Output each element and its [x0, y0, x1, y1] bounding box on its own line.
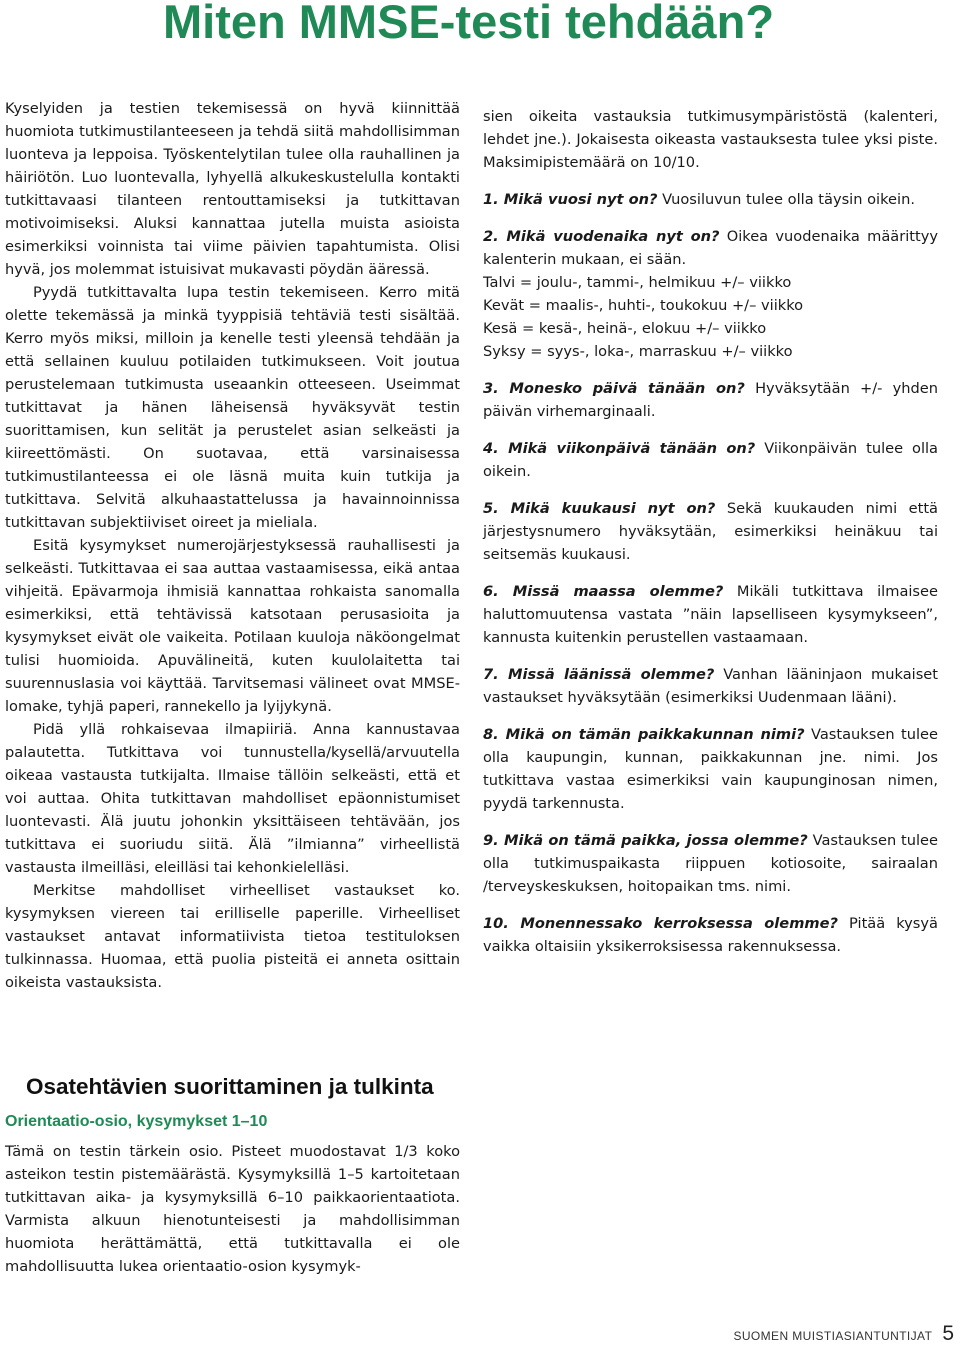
question-title: 7. Missä läänissä olemme?	[483, 666, 715, 683]
question-item	[483, 912, 938, 958]
question-text: Oikea vuodenaika määrittyy kalenterin mukaan, ei sään.	[483, 228, 938, 268]
consent-paragraph: Pyydä tutkittavalta lupa testin tekemiseen. Kerro mitä olette tekemässä ja minkä tyyppisiä tehtäviä testi sisältää. Kerro myös miksi, milloin ja kenelle testi yleensä tehdään ja että sellainen kuuluu potilaiden tutkimukseen. Voit joutua perustelemaan tutkimusta useaankin otteeseen. Useimmat tutkittavat ja hänen läheisensä hyväksyvät testin suorittamisen, kun selität ja perustelet asian selkeästi ja kiireettömästi. On suotavaa, että varsinaisessa tutkimustilanteessa ei ole läsnä muita kuin tutkija ja tutkittava. Selvitä alkuhaastattelussa ja havainnoinnissa tutkittavan subjektiiviset oireet ja mieliala.	[5, 284, 460, 531]
question-text: Vastauksen tulee olla kaupungin, kunnan, paikkakunnan jne. nimi. Jos tutkittava vastaa esimerkiksi vain kaupunginosan nimen, pyydä tarkennusta.	[483, 726, 939, 812]
section-paragraph: Tämä on testin tärkein osio. Pisteet muodostavat 1/3 koko asteikon testin pistemäärästä. Kysymyksillä 1–5 kartoitetaan tutkittavan aika- ja kysymyksillä 6–10 paikkaorientaatiota. Varmista alkuun hienotunteisesti ja mahdollisimman huomiota herättämättä, että tutkittavalla ei ole mahdollisuutta lukea orientaatio-osion kysymyk-	[5, 1143, 460, 1275]
intro-paragraph: Kyselyiden ja testien tekemisessä on hyvä kiinnittää huomiota tutkimustilanteeseen ja tehdä siitä mahdollisimman luonteva ja leppoisa. Työskentelytilan tulee olla rauhallinen ja häiriötön. Luo luontevalla, lyhyellä alkukeskustelulla kontakti tutkittavaasi tilanteen rentouttamiseksi ja tutkittavan motivoimiseksi. Aluksi kannattaa jutella muista asioista esimerkiksi voinnista tai viime päivien tapahtumista. Olisi hyvä, jos molemmat istuisivat mukavasti pöydän ääressä.	[5, 100, 460, 278]
question-item	[483, 723, 938, 815]
question-item	[483, 497, 938, 566]
section-heading: Osatehtävien suorittaminen ja tulkinta	[26, 1074, 434, 1099]
page-number: 5	[942, 1322, 954, 1345]
question-item	[483, 377, 938, 423]
season-line: Talvi = joulu-, tammi-, helmikuu +/– viikko	[483, 274, 792, 291]
question-text: Vanhan lääninjaon mukaiset vastaukset hyväksytään (esimerkiksi Uudenmaan lääni).	[483, 666, 938, 706]
question-title: 5. Mikä kuukausi nyt on?	[483, 500, 716, 517]
question-title: 3. Monesko päivä tänään on?	[483, 380, 745, 397]
atmosphere-paragraph: Pidä yllä rohkaisevaa ilmapiiriä. Anna kannustavaa palautetta. Tutkittava voi tunnustella/kysellä/arvuutella oikeaa vastausta tutkijalta. Ilmaise tällöin selkeästi, että et voi auttaa. Ohita tutkittavan mahdolliset epäonnistumiset luontevasti. Älä juutu johonkin yksittäiseen tehtävään, jos tutkittava ei suoriudu siitä. Älä ”ilmianna” virheellistä vastausta ilmeilläsi, eleilläsi tai kehonkielelläsi.	[5, 721, 460, 876]
question-title: 9. Mikä on tämä paikka, jossa olemme?	[483, 832, 808, 849]
question-title: 4. Mikä viikonpäivä tänään on?	[483, 440, 756, 457]
section-body	[5, 1140, 460, 1278]
errors-paragraph: Merkitse mahdolliset virheelliset vastaukset ko. kysymyksen viereen tai erilliselle paperille. Virheelliset vastaukset antavat informatiivista tietoa testituloksen tulkinnassa. Huomaa, että puolia pisteitä ei anneta osittain oikeista vastauksista.	[5, 882, 460, 991]
question-title: 6. Missä maassa olemme?	[483, 583, 724, 600]
page-footer	[733, 1322, 954, 1346]
question-text: Vuosiluvun tulee olla täysin oikein.	[662, 191, 915, 208]
footer-organization: SUOMEN MUISTIASIANTUNTIJAT	[733, 1329, 933, 1343]
season-line: Kesä = kesä-, heinä-, elokuu +/– viikko	[483, 320, 767, 337]
question-item	[483, 580, 938, 649]
question-item	[483, 663, 938, 709]
question-title: 10. Monennessako kerroksessa olemme?	[483, 915, 838, 932]
question-item	[483, 188, 938, 211]
question-text: Pitää kysyä vaikka oltaisiin yksikerroksisessa rakennuksessa.	[483, 915, 938, 955]
questioning-paragraph: Esitä kysymykset numerojärjestyksessä rauhallisesti ja selkeästi. Tutkittavaa ei saa auttaa vastaamisessa, eikä antaa vihjeitä. Epävarmoja ihmisiä kannattaa rohkaista sanomalla esimerkiksi, että tehtävissä katsotaan perusasioita ja kysymykset eivät ole vaikeita. Potilaan kuuloja näköongelmat tulisi huomioida. Apuvälineitä, kuten kuulolaitetta tai suurennuslasia voi käyttää. Tarvitsemasi välineet ovat MMSE-lomake, tyhjä paperi, rannekello ja lyijykynä.	[5, 537, 460, 715]
question-item	[483, 225, 938, 271]
section-subheading: Orientaatio-osio, kysymykset 1–10	[5, 1113, 268, 1130]
right-intro-paragraph: sien oikeita vastauksia tutkimusympäristöstä (kalenteri, lehdet jne.). Jokaisesta oikeasta vastauksesta tulee yksi piste. Maksimipistemäärä on 10/10.	[483, 108, 938, 171]
left-column	[5, 97, 460, 994]
question-text: Mikäli tutkittava ilmaisee haluttomuutensa vastata ”näin lapselliseen kysymykseen”, kannusta kuitenkin perustellen vastaamaan.	[483, 583, 938, 646]
question-title: 2. Mikä vuodenaika nyt on?	[483, 228, 720, 245]
question-text: Vastauksen tulee olla tutkimuspaikasta riippuen kotiosoite, sairaalan /terveyskeskuksen, hoitopaikan tms. nimi.	[483, 832, 939, 895]
question-text: Hyväksytään +/- yhden päivän virhemarginaali.	[483, 380, 939, 420]
question-text: Viikonpäivän tulee olla oikein.	[483, 440, 938, 480]
page-title: Miten MMSE-testi tehdään?	[163, 0, 775, 48]
season-line: Syksy = syys-, loka-, marraskuu +/– viikko	[483, 343, 793, 360]
question-title: 8. Mikä on tämän paikkakunnan nimi?	[483, 726, 805, 743]
question-text: Sekä kuukauden nimi että järjestysnumero hyväksytään, esimerkiksi heinäkuu tai seitsemäs kuukausi.	[483, 500, 938, 563]
question-item	[483, 437, 938, 483]
question-item	[483, 829, 938, 898]
season-line: Kevät = maalis-, huhti-, toukokuu +/– viikko	[483, 297, 804, 314]
right-column	[483, 105, 938, 958]
question-title: 1. Mikä vuosi nyt on?	[483, 191, 658, 208]
